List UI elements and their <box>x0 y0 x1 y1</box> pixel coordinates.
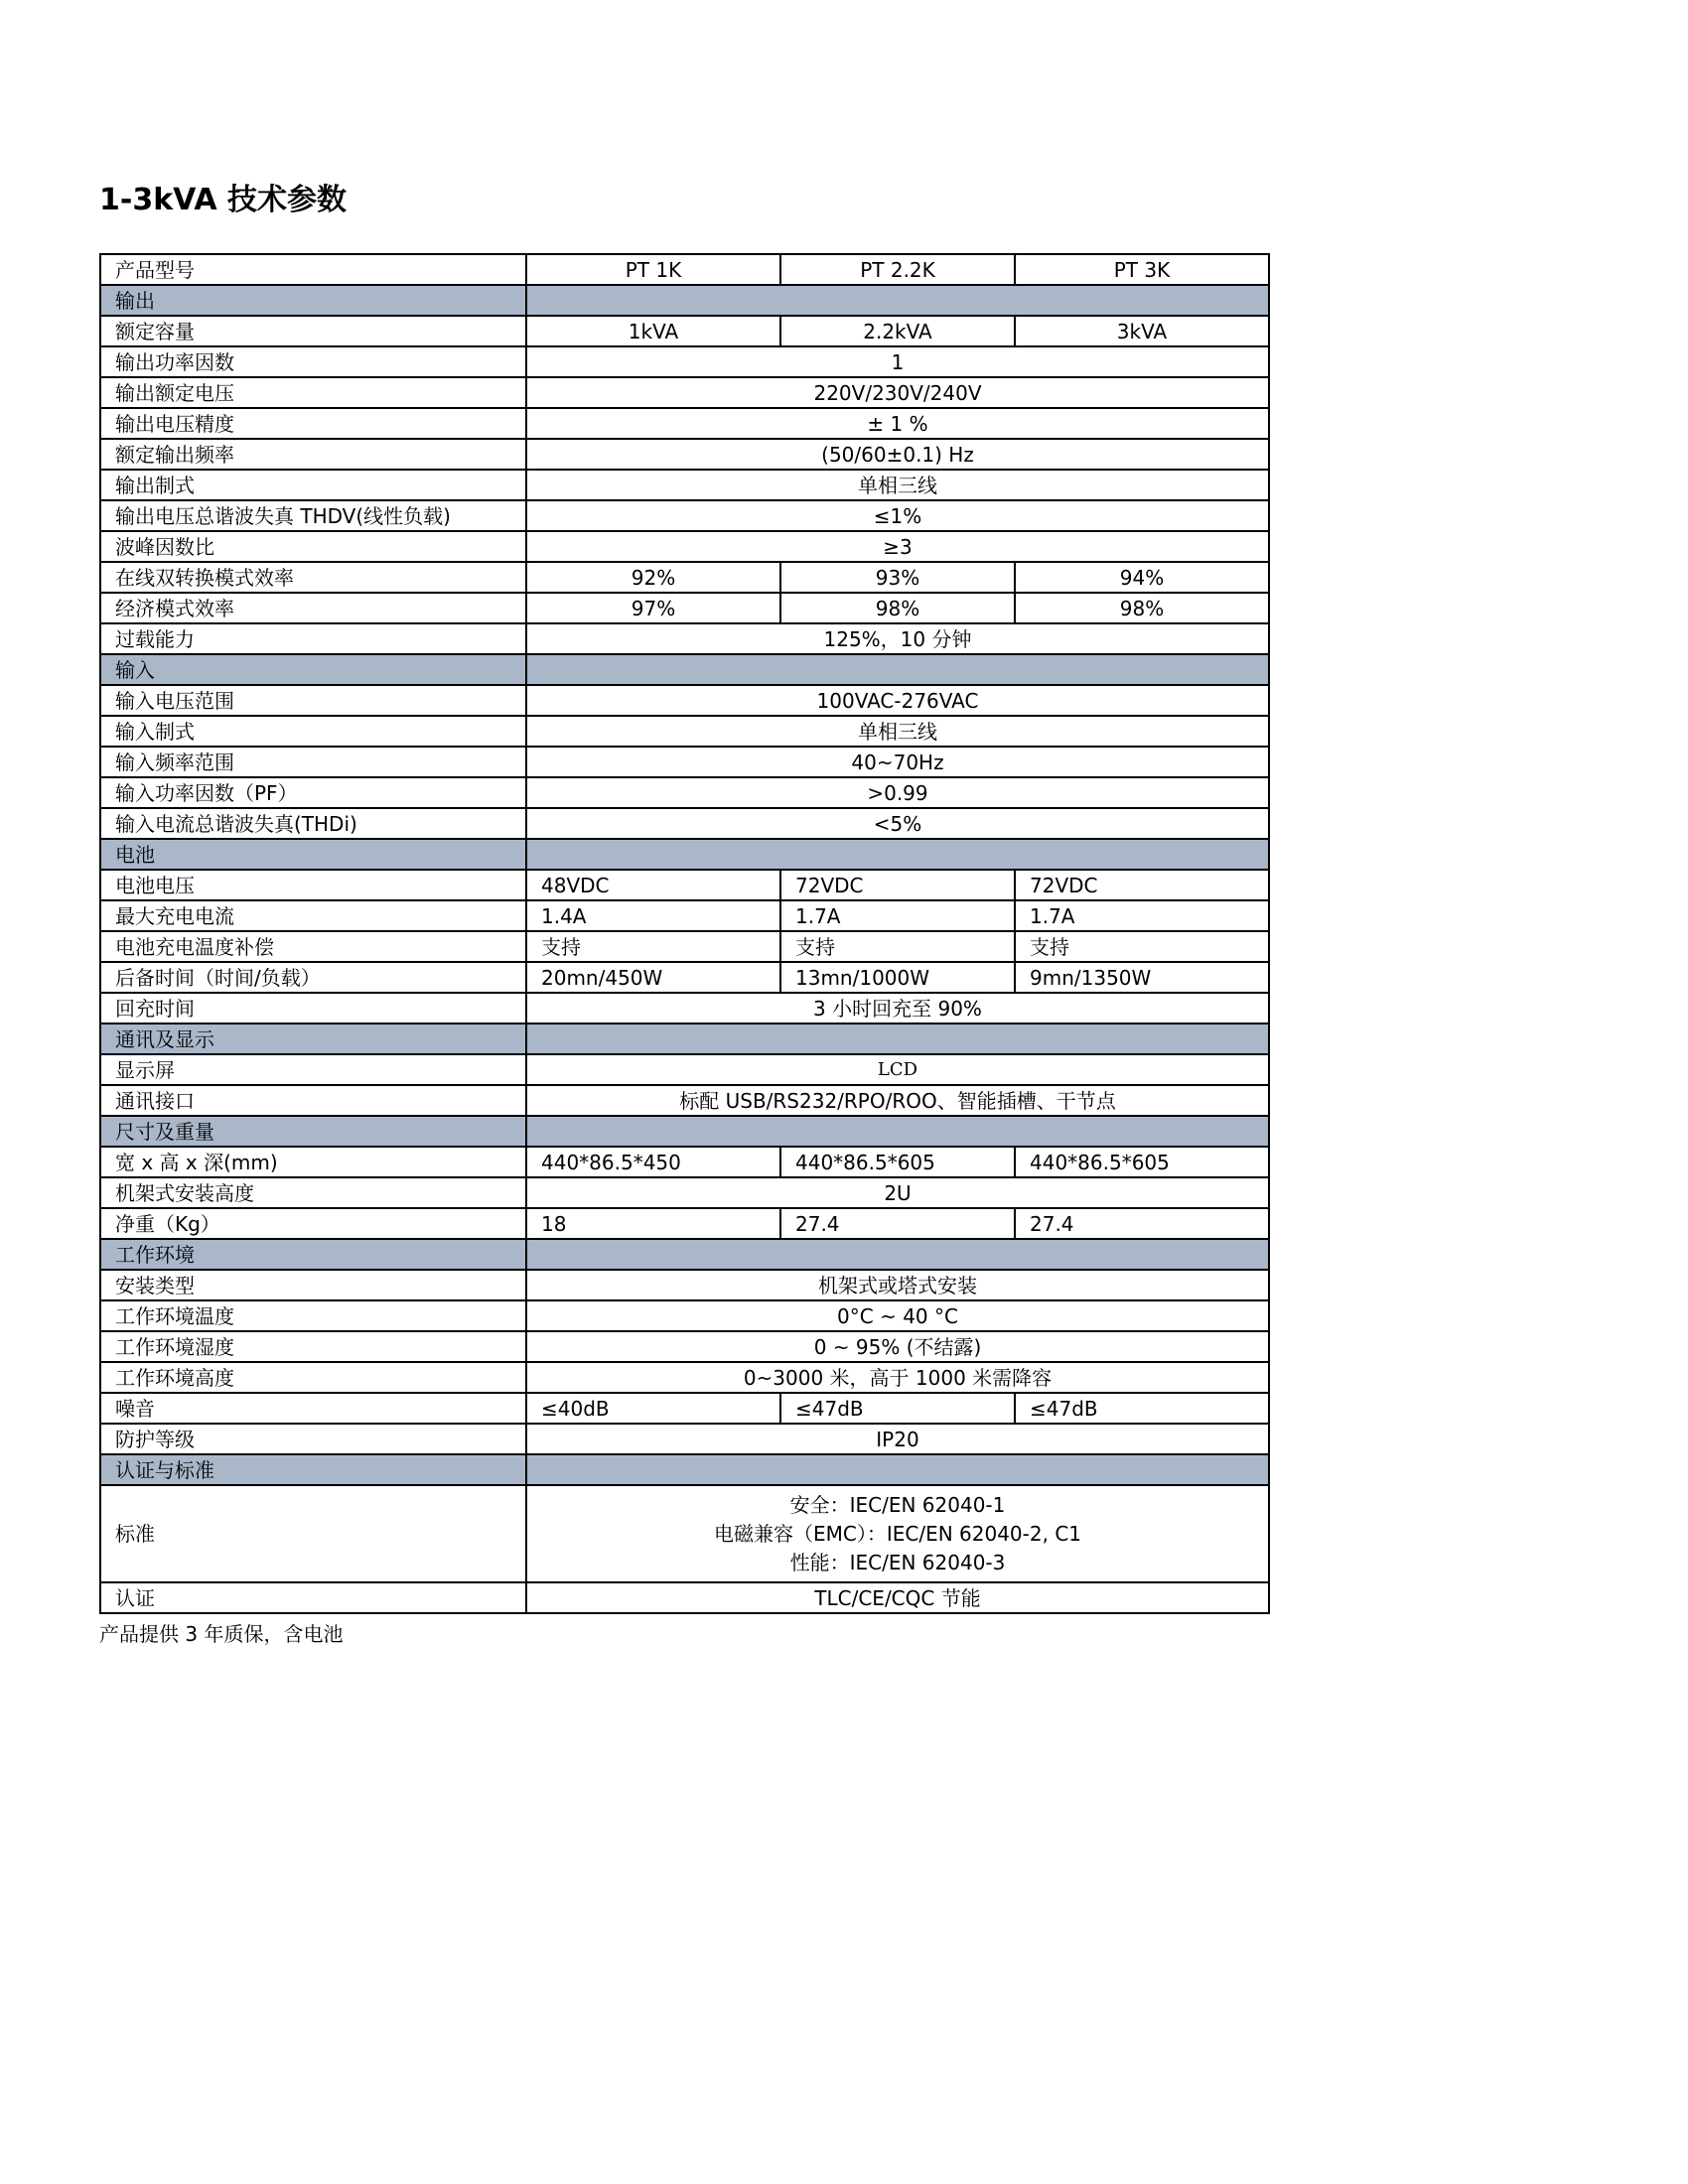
table-header-row <box>100 254 1269 285</box>
cell-value: 440*86.5*450 <box>526 1147 780 1177</box>
table-row <box>100 685 1269 716</box>
table-row <box>100 716 1269 747</box>
cell-value: ≤1% <box>526 500 1269 531</box>
row-label: 通讯接口 <box>100 1085 526 1116</box>
table-row <box>100 1362 1269 1393</box>
row-label: 输出功率因数 <box>100 346 526 377</box>
table-row <box>100 408 1269 439</box>
row-label: 机架式安装高度 <box>100 1177 526 1208</box>
row-label: 工作环境湿度 <box>100 1331 526 1362</box>
cell-value: 2.2kVA <box>780 316 1015 346</box>
table-row <box>100 1582 1269 1613</box>
table-row <box>100 1300 1269 1331</box>
row-label: 输入功率因数（PF） <box>100 777 526 808</box>
table-row <box>100 1177 1269 1208</box>
cell-value: 100VAC-276VAC <box>526 685 1269 716</box>
cell-value: 98% <box>1015 593 1269 623</box>
cell-value: ± 1 % <box>526 408 1269 439</box>
cell-value: 1.4A <box>526 900 780 931</box>
table-row <box>100 562 1269 593</box>
row-label: 额定输出频率 <box>100 439 526 470</box>
cell-value: TLC/CE/CQC 节能 <box>526 1582 1269 1613</box>
table-row <box>100 993 1269 1024</box>
row-label: 最大充电电流 <box>100 900 526 931</box>
section-input <box>100 654 1269 685</box>
row-label: 输出电压精度 <box>100 408 526 439</box>
spec-table <box>99 253 1270 1614</box>
row-label: 产品型号 <box>100 254 526 285</box>
cell-value: 支持 <box>780 931 1015 962</box>
section-output <box>100 285 1269 316</box>
table-row <box>100 870 1269 900</box>
table-row <box>100 316 1269 346</box>
section-label: 工作环境 <box>100 1239 526 1270</box>
cell-value: 92% <box>526 562 780 593</box>
row-label: 回充时间 <box>100 993 526 1024</box>
cell-value: 27.4 <box>1015 1208 1269 1239</box>
table-row <box>100 1085 1269 1116</box>
cell-value: ≤47dB <box>780 1393 1015 1424</box>
cell-value: 支持 <box>526 931 780 962</box>
table-row <box>100 962 1269 993</box>
table-row <box>100 931 1269 962</box>
table-row <box>100 1208 1269 1239</box>
cell-value: 48VDC <box>526 870 780 900</box>
row-label: 经济模式效率 <box>100 593 526 623</box>
row-label: 过载能力 <box>100 623 526 654</box>
cell-value: 27.4 <box>780 1208 1015 1239</box>
cell-value: 2U <box>526 1177 1269 1208</box>
row-label: 电池电压 <box>100 870 526 900</box>
cell-value: 440*86.5*605 <box>1015 1147 1269 1177</box>
table-row <box>100 593 1269 623</box>
row-label: 输出电压总谐波失真 THDV(线性负载) <box>100 500 526 531</box>
cell-value: ≥3 <box>526 531 1269 562</box>
row-label: 在线双转换模式效率 <box>100 562 526 593</box>
model-pt1k: PT 1K <box>526 254 780 285</box>
model-pt3k: PT 3K <box>1015 254 1269 285</box>
row-label: 标准 <box>100 1485 526 1582</box>
section-label: 输入 <box>100 654 526 685</box>
table-row <box>100 470 1269 500</box>
row-label: 额定容量 <box>100 316 526 346</box>
model-pt22k: PT 2.2K <box>780 254 1015 285</box>
cell-value: 单相三线 <box>526 470 1269 500</box>
section-size <box>100 1116 1269 1147</box>
cell-value: 3kVA <box>1015 316 1269 346</box>
cell-value: 18 <box>526 1208 780 1239</box>
row-label: 认证 <box>100 1582 526 1613</box>
cell-value: 40~70Hz <box>526 747 1269 777</box>
row-label: 波峰因数比 <box>100 531 526 562</box>
cell-value: 1.7A <box>780 900 1015 931</box>
section-label: 电池 <box>100 839 526 870</box>
standard-line: 安全：IEC/EN 62040-1 <box>789 1492 1006 1517</box>
row-label: 噪音 <box>100 1393 526 1424</box>
table-row <box>100 1270 1269 1300</box>
row-label: 安装类型 <box>100 1270 526 1300</box>
row-label: 显示屏 <box>100 1054 526 1085</box>
cell-value: 220V/230V/240V <box>526 377 1269 408</box>
cell-value: 20mn/450W <box>526 962 780 993</box>
cell-value: 1.7A <box>1015 900 1269 931</box>
page-title: 1-3kVA 技术参数 <box>99 183 347 217</box>
row-label: 输入电压范围 <box>100 685 526 716</box>
cell-value: ≤40dB <box>526 1393 780 1424</box>
table-row <box>100 377 1269 408</box>
cell-value: 0°C ~ 40 °C <box>526 1300 1269 1331</box>
section-environment <box>100 1239 1269 1270</box>
section-label: 输出 <box>100 285 526 316</box>
table-row <box>100 1054 1269 1085</box>
section-comm <box>100 1024 1269 1054</box>
section-label: 尺寸及重量 <box>100 1116 526 1147</box>
table-row <box>100 777 1269 808</box>
cell-value: 94% <box>1015 562 1269 593</box>
row-label: 工作环境温度 <box>100 1300 526 1331</box>
cell-value: 97% <box>526 593 780 623</box>
table-row <box>100 1147 1269 1177</box>
section-certification <box>100 1454 1269 1485</box>
row-label: 输出额定电压 <box>100 377 526 408</box>
table-row <box>100 1485 1269 1582</box>
cell-value: LCD <box>526 1054 1269 1085</box>
cell-value: 0 ~ 95% (不结露) <box>526 1331 1269 1362</box>
cell-value: 1kVA <box>526 316 780 346</box>
section-label: 通讯及显示 <box>100 1024 526 1054</box>
row-label: 输入制式 <box>100 716 526 747</box>
cell-value: ≤47dB <box>1015 1393 1269 1424</box>
standards-cell <box>526 1485 1269 1582</box>
cell-value: 0~3000 米，高于 1000 米需降容 <box>526 1362 1269 1393</box>
cell-value: 93% <box>780 562 1015 593</box>
table-row <box>100 1424 1269 1454</box>
table-row <box>100 439 1269 470</box>
cell-value: 72VDC <box>780 870 1015 900</box>
table-row <box>100 531 1269 562</box>
table-row <box>100 747 1269 777</box>
cell-value: 72VDC <box>1015 870 1269 900</box>
cell-value: IP20 <box>526 1424 1269 1454</box>
cell-value: 98% <box>780 593 1015 623</box>
table-row <box>100 1331 1269 1362</box>
row-label: 输出制式 <box>100 470 526 500</box>
cell-value: 1 <box>526 346 1269 377</box>
cell-value: 13mn/1000W <box>780 962 1015 993</box>
cell-value: 440*86.5*605 <box>780 1147 1015 1177</box>
row-label: 宽 x 高 x 深(mm) <box>100 1147 526 1177</box>
table-row <box>100 900 1269 931</box>
standard-line: 电磁兼容（EMC）：IEC/EN 62040-2, C1 <box>713 1521 1082 1546</box>
table-row <box>100 808 1269 839</box>
row-label: 工作环境高度 <box>100 1362 526 1393</box>
cell-value: 支持 <box>1015 931 1269 962</box>
table-row <box>100 623 1269 654</box>
cell-value: <5% <box>526 808 1269 839</box>
standard-line: 性能：IEC/EN 62040-3 <box>789 1550 1006 1574</box>
row-label: 输入电流总谐波失真(THDi) <box>100 808 526 839</box>
table-row <box>100 500 1269 531</box>
cell-value: 机架式或塔式安装 <box>526 1270 1269 1300</box>
row-label: 输入频率范围 <box>100 747 526 777</box>
row-label: 净重（Kg） <box>100 1208 526 1239</box>
row-label: 防护等级 <box>100 1424 526 1454</box>
cell-value: 单相三线 <box>526 716 1269 747</box>
cell-value: 3 小时回充至 90% <box>526 993 1269 1024</box>
warranty-note: 产品提供 3 年质保，含电池 <box>99 1622 344 1646</box>
cell-value: 125%，10 分钟 <box>526 623 1269 654</box>
section-label: 认证与标准 <box>100 1454 526 1485</box>
cell-value: 9mn/1350W <box>1015 962 1269 993</box>
section-battery <box>100 839 1269 870</box>
cell-value: >0.99 <box>526 777 1269 808</box>
cell-value: 标配 USB/RS232/RPO/ROO、智能插槽、干节点 <box>526 1085 1269 1116</box>
cell-value: (50/60±0.1) Hz <box>526 439 1269 470</box>
row-label: 电池充电温度补偿 <box>100 931 526 962</box>
table-row <box>100 346 1269 377</box>
table-row <box>100 1393 1269 1424</box>
row-label: 后备时间（时间/负载） <box>100 962 526 993</box>
